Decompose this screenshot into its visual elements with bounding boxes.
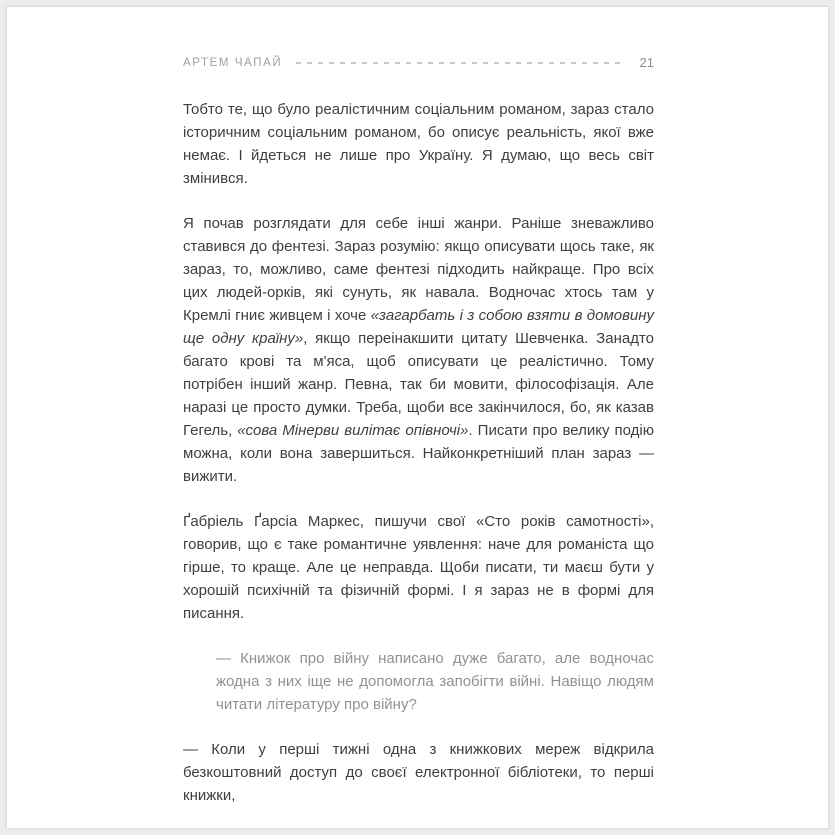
page-number: 21 [639, 55, 654, 70]
quote-hegel: «сова Мінерви вилітає опівночі» [237, 422, 469, 439]
paragraph-3: Ґабріель Ґарсіа Маркес, пишучи свої «Сто років самотності», говорив, що є таке романтичне уявлення: наче для романіста що гірше, то краще. Але це неправда. Щоби писати, ти маєш бути у хорошій психічній та фізичній формі. І я зараз не в формі для писання. [183, 513, 654, 622]
interview-answer: — Коли у перші тижні одна з книжкових мереж відкрила безкоштовний доступ до своєї електронної бібліотеки, то перші книжки, [183, 741, 654, 804]
running-header [183, 55, 654, 70]
interview-question: — Книжок про війну написано дуже багато, але водночас жодна з них іще не допомогла запобігти війні. Навіщо людям читати літературу про війну? [216, 650, 654, 713]
page-content-column [183, 55, 654, 829]
paragraph-2-text-mid: , якщо переінакшити цитату Шевченка. Занадто багато крові та м'яса, щоб описувати це реалістично. Тому потрібен інший жанр. Певна, так би мовити, філософізація. Але наразі це просто думки. Треба, щоби все закінчилося, бо, як казав Гегель, [183, 330, 654, 439]
running-head-author: АРТЕМ ЧАПАЙ [183, 56, 283, 69]
paragraph-2-text-pre: Я почав розглядати для себе інші жанри. Раніше зневажливо ставився до фентезі. Зараз розумію: якщо описувати щось таке, як зараз, то, можливо, саме фентезі підходить найкраще. Про всіх цих людей-орків, які сунуть, як навала. Водночас хтось там у Кремлі гниє живцем і хоче [183, 215, 654, 324]
header-dashed-divider [296, 62, 625, 64]
quote-shevchenko: «загарбать і з собою взяти в домовину ще одну країну» [183, 307, 654, 347]
paragraph-1: Тобто те, що було реалістичним соціальним романом, зараз стало історичним соціальним романом, бо описує реальність, якої вже немає. І йдеться не лише про Україну. Я думаю, що весь світ змінився. [183, 101, 654, 187]
book-page [6, 6, 829, 829]
paragraph-2-text-post: . Писати про велику подію можна, коли вона завершиться. Найконкретніший план зараз — вижити. [183, 422, 654, 485]
paragraph-2 [183, 212, 654, 488]
